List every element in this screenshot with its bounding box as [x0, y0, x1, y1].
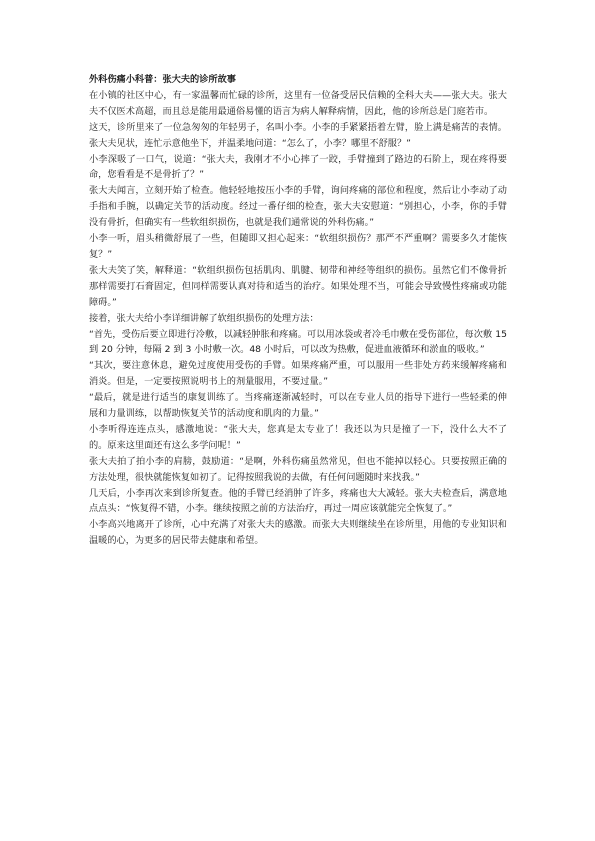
paragraph-worry: 小李一听，眉头稍微舒展了一些，但随即又担心起来：“软组织损伤？那严不严重啊？需要多久才能恢复？”: [89, 233, 507, 260]
paragraph-step-cold-compress: “首先，受伤后要立即进行冷敷，以减轻肿胀和疼痛。可以用冰袋或者冷毛巾敷在受伤部位，每次敷 15 到 20 分钟，每隔 2 到 3 小时敷一次。48 小时后，可以改为热敷，促进血液循环和淤血的吸收。”: [89, 328, 507, 356]
paragraph-gratitude: 小李听得连连点头，感激地说：“张大夫，您真是太专业了！我还以为只是撞了一下，没什么大不了的。原来这里面还有这么多学问呢！”: [89, 423, 507, 451]
paragraph-encouragement: 张大夫拍了拍小李的肩膀，鼓励道：“是啊，外科伤痛虽然常见，但也不能掉以轻心。只要按照正确的方法处理，很快就能恢复如初了。记得按照我说的去做，有任何问题随时来找我。”: [89, 455, 507, 483]
document-page: [89, 72, 507, 549]
paragraph-arrival: 这天，诊所里来了一位急匆匆的年轻男子，名叫小李。小李的手紧紧捂着左臂，脸上满是痛苦的表情。张大夫见状，连忙示意他坐下，并温柔地问道：“怎么了，小李？哪里不舒服？”: [89, 121, 507, 149]
paragraph-step-rest: “其次，要注意休息，避免过度使用受伤的手臂。如果疼痛严重，可以服用一些非处方药来缓解疼痛和消炎。但是，一定要按照说明书上的剂量服用，不要过量。”: [89, 360, 507, 388]
paragraph-intro: 在小镇的社区中心，有一家温馨而忙碌的诊所，这里有一位备受居民信赖的全科大夫——张大夫。张大夫不仅医术高超，而且总是能用最通俗易懂的语言为病人解释病情，因此，他的诊所总是门庭若市。: [89, 89, 507, 117]
paragraph-ending: 小李高兴地离开了诊所，心中充满了对张大夫的感激。而张大夫则继续坐在诊所里，用他的专业知识和温暖的心，为更多的居民带去健康和希望。: [89, 519, 507, 547]
paragraph-complaint: 小李深吸了一口气，说道：“张大夫，我刚才不小心摔了一跤，手臂撞到了路边的石阶上，现在疼得要命，您看看是不是骨折了？”: [89, 153, 507, 181]
paragraph-explanation: 张大夫笑了笑，解释道：“软组织损伤包括肌肉、肌腱、韧带和神经等组织的损伤。虽然它们不像骨折那样需要打石膏固定，但同样需要认真对待和适当的治疗。如果处理不当，可能会导致慢性疼痛或功能障碍。”: [89, 264, 507, 308]
document-title: 外科伤痛小科普：张大夫的诊所故事: [89, 74, 236, 85]
paragraph-methods-intro: 接着，张大夫给小李详细讲解了软组织损伤的处理方法：: [89, 312, 319, 324]
paragraph-examination: 张大夫闻言，立刻开始了检查。他轻轻地按压小李的手臂，询问疼痛的部位和程度，然后让小李动了动手指和手腕，以确定关节的活动度。经过一番仔细的检查，张大夫安慰道：“别担心，小李，你的手臂没有骨折，但确实有一些软组织损伤，也就是我们通常说的外科伤痛。”: [89, 185, 507, 229]
paragraph-follow-up: 几天后，小李再次来到诊所复查。他的手臂已经消肿了许多，疼痛也大大减轻。张大夫检查后，满意地点点头：“恢复得不错，小李。继续按照之前的方法治疗，再过一周应该就能完全恢复了。”: [89, 487, 507, 515]
paragraph-step-rehab: “最后，就是进行适当的康复训练了。当疼痛逐渐减轻时，可以在专业人员的指导下进行一些轻柔的伸展和力量训练，以帮助恢复关节的活动度和肌肉的力量。”: [89, 392, 507, 420]
